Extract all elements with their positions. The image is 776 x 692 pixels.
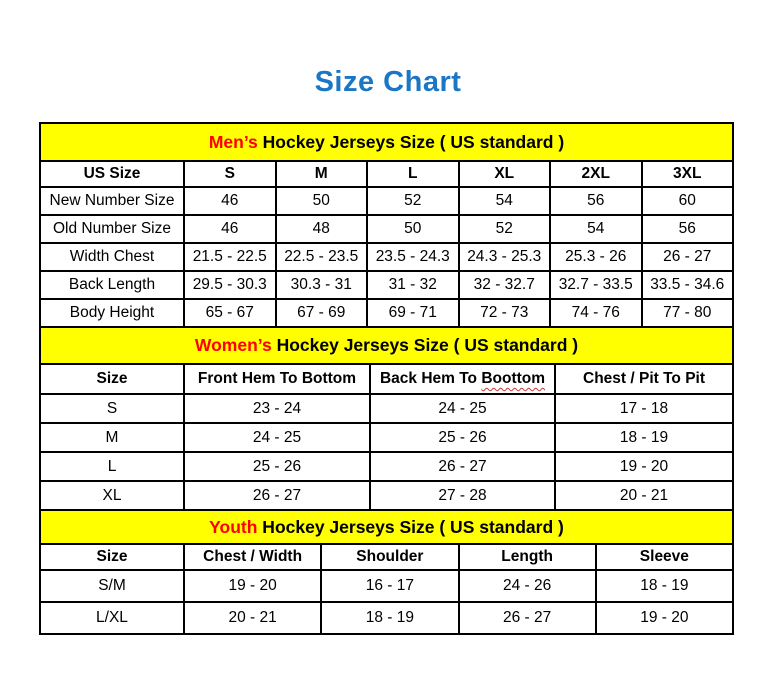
table-row <box>40 123 733 161</box>
size-chart-tables <box>39 122 734 635</box>
table-row <box>40 394 733 423</box>
data-cell: 23 - 24 <box>184 394 370 423</box>
data-cell: 60 <box>642 187 734 215</box>
data-cell: 33.5 - 34.6 <box>642 271 734 299</box>
column-header-cell: Size <box>40 364 184 394</box>
data-cell: 29.5 - 30.3 <box>184 271 276 299</box>
table-row <box>40 510 733 544</box>
data-cell: 46 <box>184 215 276 243</box>
row-label-cell: XL <box>40 481 184 510</box>
column-header-cell: S <box>184 161 276 187</box>
youth-size-table <box>39 509 734 635</box>
table-row <box>40 481 733 510</box>
column-header-text: Back Hem To <box>379 370 482 387</box>
data-cell: 18 - 19 <box>321 602 458 634</box>
data-cell: 48 <box>276 215 368 243</box>
data-cell: 19 - 20 <box>596 602 733 634</box>
youth-band-highlight: Youth <box>209 516 258 537</box>
data-cell: 25 - 26 <box>184 452 370 481</box>
data-cell: 24 - 25 <box>370 394 555 423</box>
womens-band-text: Hockey Jerseys Size ( US standard ) <box>271 335 579 355</box>
row-label-cell: New Number Size <box>40 187 184 215</box>
column-header-cell <box>370 364 555 394</box>
column-header-cell: Shoulder <box>321 544 458 570</box>
column-header-cell: 2XL <box>550 161 642 187</box>
data-cell: 30.3 - 31 <box>276 271 368 299</box>
data-cell: 46 <box>184 187 276 215</box>
womens-band-highlight: Women’s <box>194 335 272 355</box>
column-header-cell: Chest / Width <box>184 544 321 570</box>
youth-band-text: Hockey Jerseys Size ( US standard ) <box>257 516 564 537</box>
data-cell: 22.5 - 23.5 <box>276 243 368 271</box>
table-row <box>40 161 733 187</box>
data-cell: 32 - 32.7 <box>459 271 551 299</box>
mens-section-band <box>40 123 733 161</box>
data-cell: 50 <box>276 187 368 215</box>
youth-section-band <box>40 510 733 544</box>
row-label-cell: L/XL <box>40 602 184 634</box>
data-cell: 21.5 - 22.5 <box>184 243 276 271</box>
row-label-cell: Old Number Size <box>40 215 184 243</box>
table-row <box>40 570 733 602</box>
data-cell: 19 - 20 <box>184 570 321 602</box>
data-cell: 19 - 20 <box>555 452 733 481</box>
data-cell: 24 - 26 <box>459 570 596 602</box>
table-row <box>40 544 733 570</box>
table-row <box>40 452 733 481</box>
data-cell: 74 - 76 <box>550 299 642 327</box>
table-row <box>40 271 733 299</box>
data-cell: 24 - 25 <box>184 423 370 452</box>
data-cell: 67 - 69 <box>276 299 368 327</box>
data-cell: 56 <box>642 215 734 243</box>
data-cell: 26 - 27 <box>459 602 596 634</box>
row-label-cell: Width Chest <box>40 243 184 271</box>
table-row <box>40 243 733 271</box>
data-cell: 20 - 21 <box>184 602 321 634</box>
page-title: Size Chart <box>314 66 462 98</box>
table-row <box>40 215 733 243</box>
data-cell: 72 - 73 <box>459 299 551 327</box>
data-cell: 16 - 17 <box>321 570 458 602</box>
row-label-cell: S/M <box>40 570 184 602</box>
table-row <box>40 602 733 634</box>
data-cell: 26 - 27 <box>184 481 370 510</box>
column-header-cell: Chest / Pit To Pit <box>555 364 733 394</box>
womens-section-band <box>40 327 733 364</box>
data-cell: 26 - 27 <box>642 243 734 271</box>
mens-size-table <box>39 122 734 328</box>
column-header-cell: Size <box>40 544 184 570</box>
column-header-cell: L <box>367 161 459 187</box>
data-cell: 52 <box>367 187 459 215</box>
data-cell: 32.7 - 33.5 <box>550 271 642 299</box>
table-row <box>40 364 733 394</box>
table-row <box>40 423 733 452</box>
row-label-cell: Back Length <box>40 271 184 299</box>
data-cell: 23.5 - 24.3 <box>367 243 459 271</box>
table-row <box>40 299 733 327</box>
womens-size-table <box>39 326 734 511</box>
data-cell: 54 <box>550 215 642 243</box>
data-cell: 50 <box>367 215 459 243</box>
data-cell: 18 - 19 <box>555 423 733 452</box>
data-cell: 20 - 21 <box>555 481 733 510</box>
column-header-cell: Front Hem To Bottom <box>184 364 370 394</box>
row-label-cell: L <box>40 452 184 481</box>
mens-band-highlight: Men’s <box>208 131 258 152</box>
mens-band-text: Hockey Jerseys Size ( US standard ) <box>257 131 565 152</box>
column-header-cell: M <box>276 161 368 187</box>
data-cell: 52 <box>459 215 551 243</box>
data-cell: 56 <box>550 187 642 215</box>
data-cell: 25 - 26 <box>370 423 555 452</box>
data-cell: 24.3 - 25.3 <box>459 243 551 271</box>
data-cell: 77 - 80 <box>642 299 734 327</box>
misspelled-word: Boottom <box>481 370 546 387</box>
data-cell: 25.3 - 26 <box>550 243 642 271</box>
data-cell: 31 - 32 <box>367 271 459 299</box>
column-header-cell: US Size <box>40 161 184 187</box>
data-cell: 27 - 28 <box>370 481 555 510</box>
data-cell: 65 - 67 <box>184 299 276 327</box>
row-label-cell: S <box>40 394 184 423</box>
column-header-cell: XL <box>459 161 551 187</box>
column-header-cell: Length <box>459 544 596 570</box>
row-label-cell: Body Height <box>40 299 184 327</box>
row-label-cell: M <box>40 423 184 452</box>
data-cell: 54 <box>459 187 551 215</box>
table-row <box>40 327 733 364</box>
data-cell: 26 - 27 <box>370 452 555 481</box>
column-header-cell: 3XL <box>642 161 734 187</box>
column-header-cell: Sleeve <box>596 544 733 570</box>
data-cell: 17 - 18 <box>555 394 733 423</box>
data-cell: 69 - 71 <box>367 299 459 327</box>
table-row <box>40 187 733 215</box>
data-cell: 18 - 19 <box>596 570 733 602</box>
